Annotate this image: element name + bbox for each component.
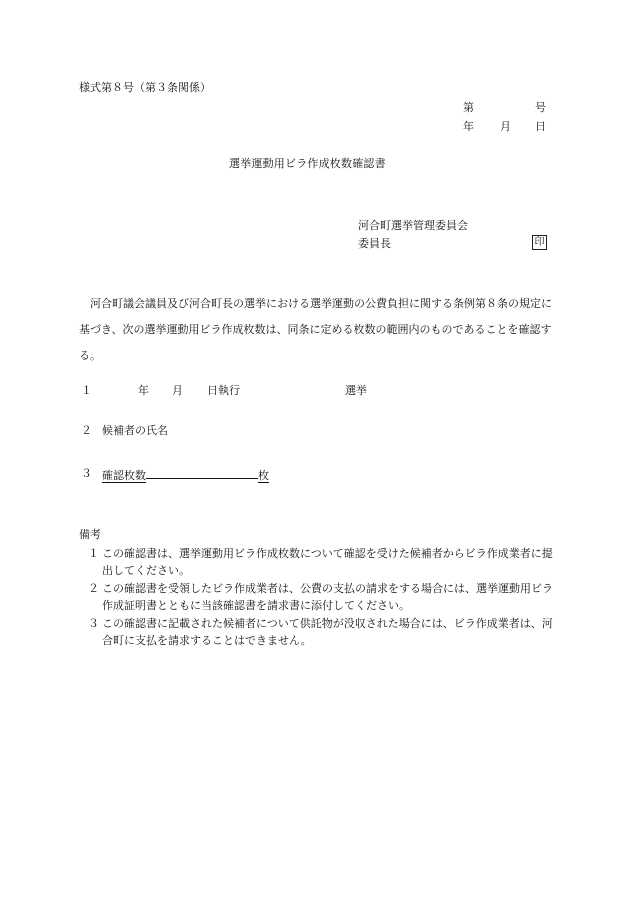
body-paragraph [79, 291, 553, 369]
item-3-label: 確認枚数 [102, 469, 146, 482]
remarks-heading: 備考 [79, 528, 101, 541]
seal-mark: 印 [532, 235, 547, 250]
item-2-number: ２ [81, 424, 92, 437]
issuer-role: 委員長 [358, 237, 391, 250]
remark-text: この確認書は、選挙運動用ビラ作成枚数について確認を受けた候補者からビラ作成業者に提出してください。 [102, 547, 553, 577]
count-blank-field [146, 466, 258, 479]
remark-number: １ [88, 547, 99, 560]
item-2-label: 候補者の氏名 [102, 424, 168, 437]
item-3-unit: 枚 [258, 469, 269, 482]
item-1-election: 選挙 [345, 384, 367, 397]
remark-number: ３ [88, 617, 99, 630]
document-title: 選挙運動用ビラ作成枚数確認書 [229, 157, 386, 170]
body-text: 河合町議会議員及び河合町長の選挙における選挙運動の公費負担に関する条例第８条の規定に基づき、次の選挙運動用ビラ作成枚数は、同条に定める枚数の範囲内のものであることを確認する。 [79, 297, 552, 362]
remark-text: この確認書に記載された候補者について供託物が没収された場合には、ビラ作成業者は、河合町に支払を請求することはできません。 [102, 617, 553, 647]
date-day: 日 [535, 120, 546, 133]
item-1-number: １ [81, 384, 92, 397]
remark-item [88, 545, 560, 579]
date-year: 年 [463, 120, 474, 133]
item-3-number: ３ [81, 467, 92, 480]
number-prefix: 第 [463, 101, 474, 114]
date-month: 月 [500, 120, 511, 133]
remark-item [88, 615, 560, 649]
remark-item [88, 580, 560, 614]
remark-number: ２ [88, 582, 99, 595]
item-3-row [102, 466, 269, 484]
item-1-year: 年 [138, 384, 149, 397]
number-suffix: 号 [535, 101, 546, 114]
form-label: 様式第８号（第３条関係） [79, 81, 211, 94]
item-1-month: 月 [172, 384, 183, 397]
item-1-day: 日執行 [207, 384, 240, 397]
remarks-list [88, 545, 560, 649]
remark-text: この確認書を受領したビラ作成業者は、公費の支払の請求をする場合には、選挙運動用ビラ作成証明書とともに当該確認書を請求書に添付してください。 [102, 582, 553, 612]
issuer-org: 河合町選挙管理委員会 [358, 219, 468, 232]
